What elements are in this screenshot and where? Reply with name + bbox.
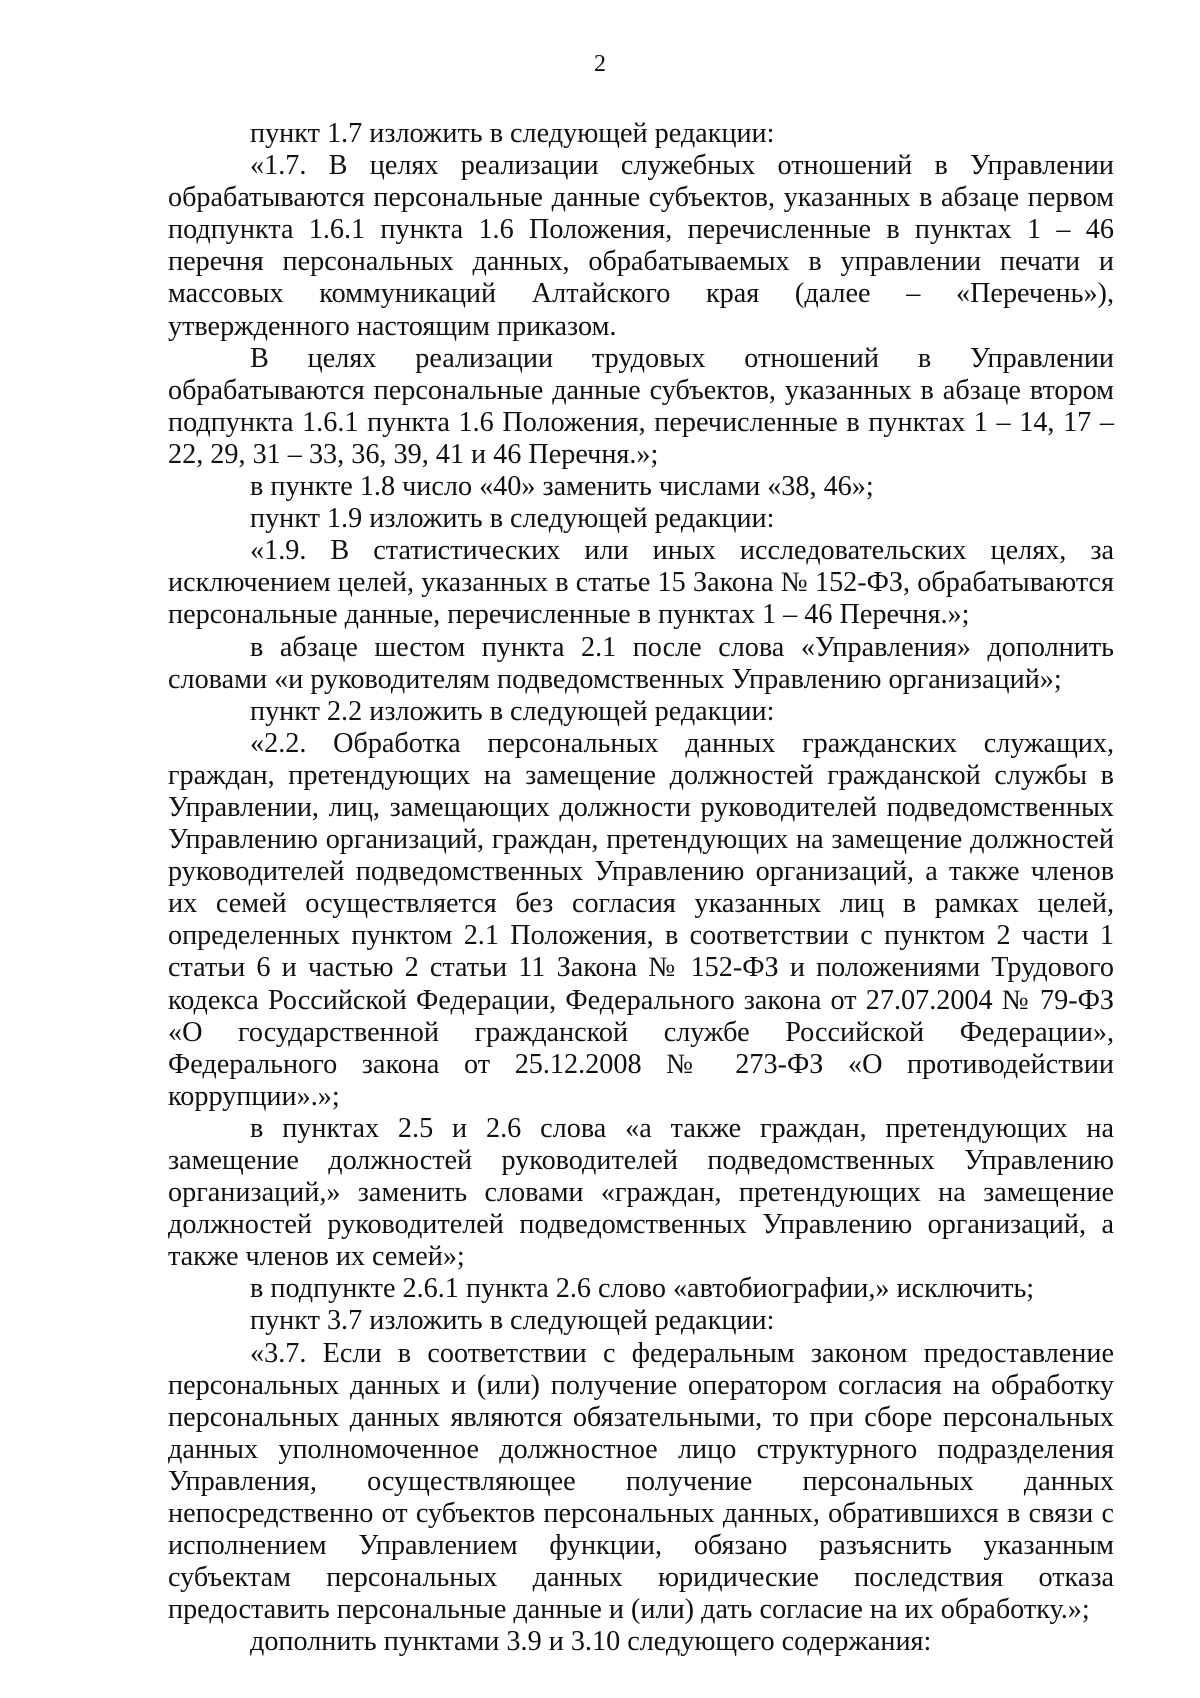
paragraph: в пунктах 2.5 и 2.6 слова «а также граждан, претендующих на замещение должностей руководителей подведомственных Управлению организаций,» заменить словами «граждан, претендующих на замещение должностей руководителей подведомственных Управлению организаций, а также членов их семей»; [168, 1112, 1114, 1273]
paragraph: в подпункте 2.6.1 пункта 2.6 слово «автобиографии,» исключить; [250, 1273, 1035, 1305]
paragraph: «2.2. Обработка персональных данных гражданских служащих, граждан, претендующих на замещение должностей гражданской службы в Управлении, лиц, замещающих должности руководителей подведомственных Управлению организаций, граждан, претендующих на замещение должностей руководителей подведомственных Управлению организаций, а также членов их семей осуществляется без согласия указанных лиц в рамках целей, определенных пунктом 2.1 Положения, в соответствии с пунктом 2 части 1 статьи 6 и частью 2 статьи 11 Закона № 152-ФЗ и положениями Трудового кодекса Российской Федерации, Федерального закона от 27.07.2004 № 79-ФЗ «О государственной гражданской службе Российской Федерации», Федерального закона от 25.12.2008 № 273-ФЗ «О противодействии коррупции».»; [168, 727, 1114, 1112]
paragraph: пункт 1.7 изложить в следующей редакции: [250, 118, 775, 149]
paragraph: «1.9. В статистических или иных исследовательских целях, за исключением целей, указанных в статье 15 Закона № 152-ФЗ, обрабатываются персональные данные, перечисленные в пунктах 1 – 46 Перечня.»; [168, 535, 1114, 631]
paragraph: дополнить пунктами 3.9 и 3.10 следующего содержания: [250, 1626, 932, 1658]
paragraph: В целях реализации трудовых отношений в Управлении обрабатываются персональные данные субъектов, указанных в абзаце втором подпункта 1.6.1 пункта 1.6 Положения, перечисленные в пунктах 1 – 14, 17 – 22, 29, 31 – 33, 36, 39, 41 и 46 Перечня.»; [168, 342, 1114, 470]
paragraph: пункт 1.9 изложить в следующей редакции: [250, 503, 775, 535]
page-number: 2 [594, 51, 606, 77]
paragraph: в пункте 1.8 число «40» заменить числами «38, 46»; [250, 471, 874, 503]
paragraph: «3.7. Если в соответствии с федеральным законом предоставление персональных данных и (или) получение оператором согласия на обработку персональных данных являются обязательными, то при сборе персональных данных уполномоченное должностное лицо структурного подразделения Управления, осуществляющее получение персональных данных непосредственно от субъектов персональных данных, обратившихся в связи с исполнением Управлением функции, обязано разъяснить указанным субъектам персональных данных юридические последствия отказа предоставить персональные данные и (или) дать согласие на их обработку.»; [168, 1337, 1114, 1626]
document-body [168, 118, 1114, 1659]
paragraph: «1.7. В целях реализации служебных отношений в Управлении обрабатываются персональные данные субъектов, указанных в абзаце первом подпункта 1.6.1 пункта 1.6 Положения, перечисленные в пунктах 1 – 46 перечня персональных данных, обрабатываемых в управлении печати и массовых коммуникаций Алтайского края (далее – «Перечень»), утвержденного настоящим приказом. [168, 150, 1114, 342]
paragraph: в абзаце шестом пункта 2.1 после слова «Управления» дополнить словами «и руководителям подведомственных Управлению организаций»; [168, 631, 1114, 695]
paragraph: пункт 2.2 изложить в следующей редакции: [250, 695, 775, 727]
paragraph: пункт 3.7 изложить в следующей редакции: [250, 1305, 775, 1337]
